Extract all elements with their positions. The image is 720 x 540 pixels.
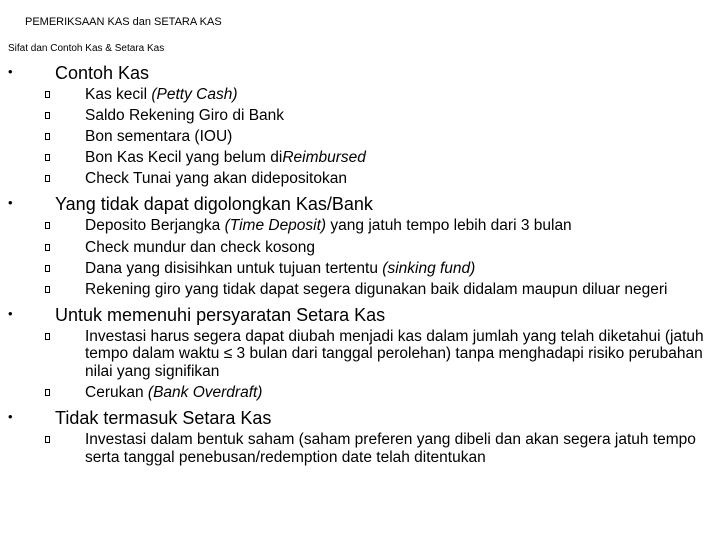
section-tidak-digolongkan-kas — [0, 191, 720, 298]
square-bullet-icon — [45, 222, 50, 229]
slide-header: PEMERIKSAAN KAS dan SETARA KAS — [25, 16, 222, 28]
slide-subheader: Sifat dan Contoh Kas & Setara Kas — [8, 43, 165, 54]
square-bullet-icon — [45, 244, 50, 251]
section-contoh-kas — [0, 60, 720, 188]
list-item — [0, 239, 720, 257]
section-title: Yang tidak dapat digolongkan Kas/Bank — [55, 194, 373, 215]
italic-text: (sinking fund) — [382, 259, 476, 277]
square-bullet-icon — [45, 436, 50, 443]
item-text: Cerukan — [85, 383, 148, 401]
section-bullet: • — [8, 409, 13, 425]
item-text: Bon Kas Kecil yang belum di — [85, 149, 283, 167]
italic-text: Reimbursed — [282, 149, 366, 167]
list-item — [0, 217, 720, 235]
list-item — [0, 170, 720, 188]
square-bullet-icon — [45, 154, 50, 161]
italic-text: (Petty Cash) — [151, 86, 238, 103]
list-item — [0, 128, 720, 146]
italic-text: (Bank Overdraft) — [147, 383, 263, 401]
square-bullet-icon — [45, 175, 50, 182]
section-bullet: • — [8, 195, 13, 211]
section-title: Contoh Kas — [55, 63, 150, 83]
list-item — [0, 281, 720, 299]
square-bullet-icon — [45, 91, 50, 98]
list-item — [0, 384, 720, 402]
section-title: Untuk memenuhi persyaratan Setara Kas — [55, 304, 386, 325]
item-text: Investasi harus segera dapat diubah menjadi kas dalam jumlah yang telah diketahui (jatuh tempo dalam waktu ≤ 3 bulan dari tanggal perolehan) tanpa menghadapi risiko perubahan nilai yang signifikan — [85, 327, 704, 380]
section-tidak-termasuk-setara-kas — [0, 405, 720, 466]
slide-content — [0, 60, 720, 470]
square-bullet-icon — [45, 133, 50, 140]
item-text: Dana yang disisihkan untuk tujuan tertentu — [85, 259, 383, 277]
item-text: Kas kecil — [85, 86, 152, 103]
item-list — [0, 217, 720, 298]
square-bullet-icon — [45, 265, 50, 272]
list-item — [0, 328, 720, 381]
square-bullet-icon — [45, 333, 50, 340]
item-list — [0, 86, 720, 188]
item-text: Check Tunai yang akan didepositokan — [85, 170, 347, 188]
list-item — [0, 107, 720, 125]
square-bullet-icon — [45, 112, 50, 119]
list-item — [0, 431, 720, 466]
item-text: Deposito Berjangka — [85, 217, 225, 235]
item-text: Investasi dalam bentuk saham (saham preferen yang dibeli dan akan segera jatuh tempo serta tanggal penebusan/redemption date telah ditentukan — [85, 431, 696, 466]
item-list — [0, 328, 720, 402]
section-bullet: • — [8, 305, 13, 321]
item-text: Saldo Rekening Giro di Bank — [85, 107, 285, 125]
item-text: yang jatuh tempo lebih dari 3 bulan — [326, 217, 572, 235]
item-list — [0, 431, 720, 466]
section-bullet: • — [8, 64, 13, 79]
item-text: Bon sementara (IOU) — [85, 128, 233, 146]
item-text: Rekening giro yang tidak dapat segera digunakan baik didalam maupun diluar negeri — [85, 280, 668, 298]
list-item — [0, 260, 720, 278]
section-title: Tidak termasuk Setara Kas — [55, 408, 272, 429]
item-text: Check mundur dan check kosong — [85, 238, 316, 256]
square-bullet-icon — [45, 389, 50, 396]
square-bullet-icon — [45, 286, 50, 293]
list-item — [0, 149, 720, 167]
italic-text: (Time Deposit) — [224, 217, 327, 235]
section-persyaratan-setara-kas — [0, 302, 720, 402]
list-item — [0, 86, 720, 104]
